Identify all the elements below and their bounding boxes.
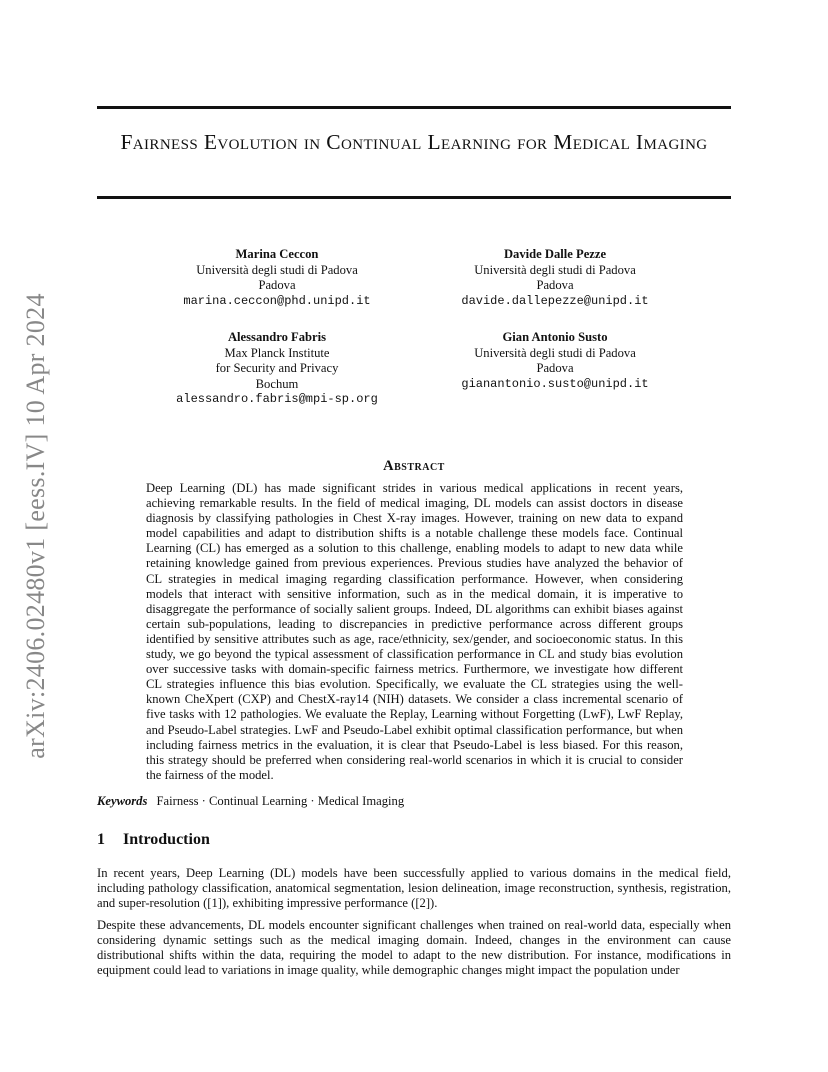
author-email[interactable]: alessandro.fabris@mpi-sp.org	[176, 392, 378, 406]
author-email[interactable]: davide.dallepezze@unipd.it	[461, 293, 649, 308]
abstract-heading: Abstract	[383, 458, 445, 474]
author-block	[435, 247, 675, 309]
author-email[interactable]: gianantonio.susto@unipd.it	[461, 376, 649, 391]
author-affiliation: Padova	[536, 278, 574, 292]
paper-title: Fairness Evolution in Continual Learning for Medical Imaging	[120, 130, 708, 154]
section-heading	[97, 831, 210, 849]
author-affiliation: Padova	[536, 361, 574, 375]
arxiv-sidebar	[16, 278, 56, 773]
keywords-label: Keywords	[97, 794, 148, 808]
author-affiliation: Max Planck Institute	[224, 345, 330, 360]
author-name: Gian Antonio Susto	[502, 330, 608, 344]
author-affiliation: Padova	[258, 278, 296, 292]
keywords-line	[97, 794, 731, 809]
body-paragraph: Despite these advancements, DL models encounter significant challenges when trained on real-world data, especially when considering dynamic settings such as the medical imaging domain. Indeed, changes in the environment can cause distributional shifts within the data, requiring the model to adapt to the new distribution. For instance, modifications in equipment could lead to variations in image quality, while demographic changes might impact the population under	[97, 918, 731, 978]
body-paragraph: In recent years, Deep Learning (DL) models have been successfully applied to various domains in the medical field, including pathology classification, anatomical segmentation, lesion delineation, image reconstruction, synthesis, registration, and super-resolution ([1]), exhibiting impressive performance ([2]).	[97, 866, 731, 911]
keywords-list: Fairness · Continual Learning · Medical Imaging	[156, 794, 405, 808]
arxiv-identifier[interactable]: arXiv:2406.02480v1 [eess.IV] 10 Apr 2024	[21, 292, 50, 759]
author-block	[157, 247, 397, 309]
section-number: 1	[97, 831, 105, 848]
abstract-text: Deep Learning (DL) has made significant strides in various medical applications in recent years, achieving remarkable results. In the field of medical imaging, DL models can assist doctors in disease diagnosis by classifying pathologies in Chest X-ray images. However, training on new data to expand model capabilities and adapt to distribution shifts is a notable challenge these models face. Continual Learning (CL) has emerged as a solution to this challenge, enabling models to adapt to new data while retaining knowledge gained from previous experiences. Previous studies have analyzed the behavior of CL strategies in medical imaging regarding classification performance. However, when considering models that interact with sensitive information, such as in the medical domain, it is imperative to disaggregate the performance of socially salient groups. Indeed, DL algorithms can exhibit biases against certain sub-populations, leading to discrepancies in predictive performance across different groups identified by sensitive attributes such as age, race/ethnicity, sex/gender, and socioeconomic status. In this study, we go beyond the typical assessment of classification performance in CL and study bias evolution over successive tasks with domain-specific fairness metrics. Furthermore, we investigate how different CL strategies influence this bias evolution. Specifically, we evaluate the CL strategies using the well-known CheXpert (CXP) and ChestX-ray14 (NIH) datasets. We consider a class incremental scenario of five tasks with 12 pathologies. We evaluate the Replay, Learning without Forgetting (LwF), LwF Replay, and Pseudo-Label strategies. LwF and Pseudo-Label exhibit optimal classification performance, but when including fairness metrics in the evaluation, it is clear that Pseudo-Label is less biased. For this reason, this strategy should be preferred when considering real-world scenarios in which it is crucial to consider the fairness of the model.	[146, 481, 683, 782]
author-name: Alessandro Fabris	[227, 330, 327, 344]
author-block	[435, 330, 675, 392]
title-rule-top	[97, 106, 731, 109]
author-affiliation: Università degli studi di Padova	[474, 345, 636, 360]
author-affiliation: Università degli studi di Padova	[474, 262, 636, 277]
author-affiliation: for Security and Privacy	[215, 361, 339, 375]
author-affiliation: Università degli studi di Padova	[196, 262, 358, 277]
author-name: Marina Ceccon	[235, 247, 319, 261]
author-affiliation: Bochum	[255, 376, 299, 391]
section-title: Introduction	[123, 831, 210, 848]
title-rule-bottom	[97, 196, 731, 199]
author-email[interactable]: marina.ceccon@phd.unipd.it	[183, 293, 371, 308]
author-block	[157, 330, 397, 408]
author-name: Davide Dalle Pezze	[503, 247, 607, 261]
